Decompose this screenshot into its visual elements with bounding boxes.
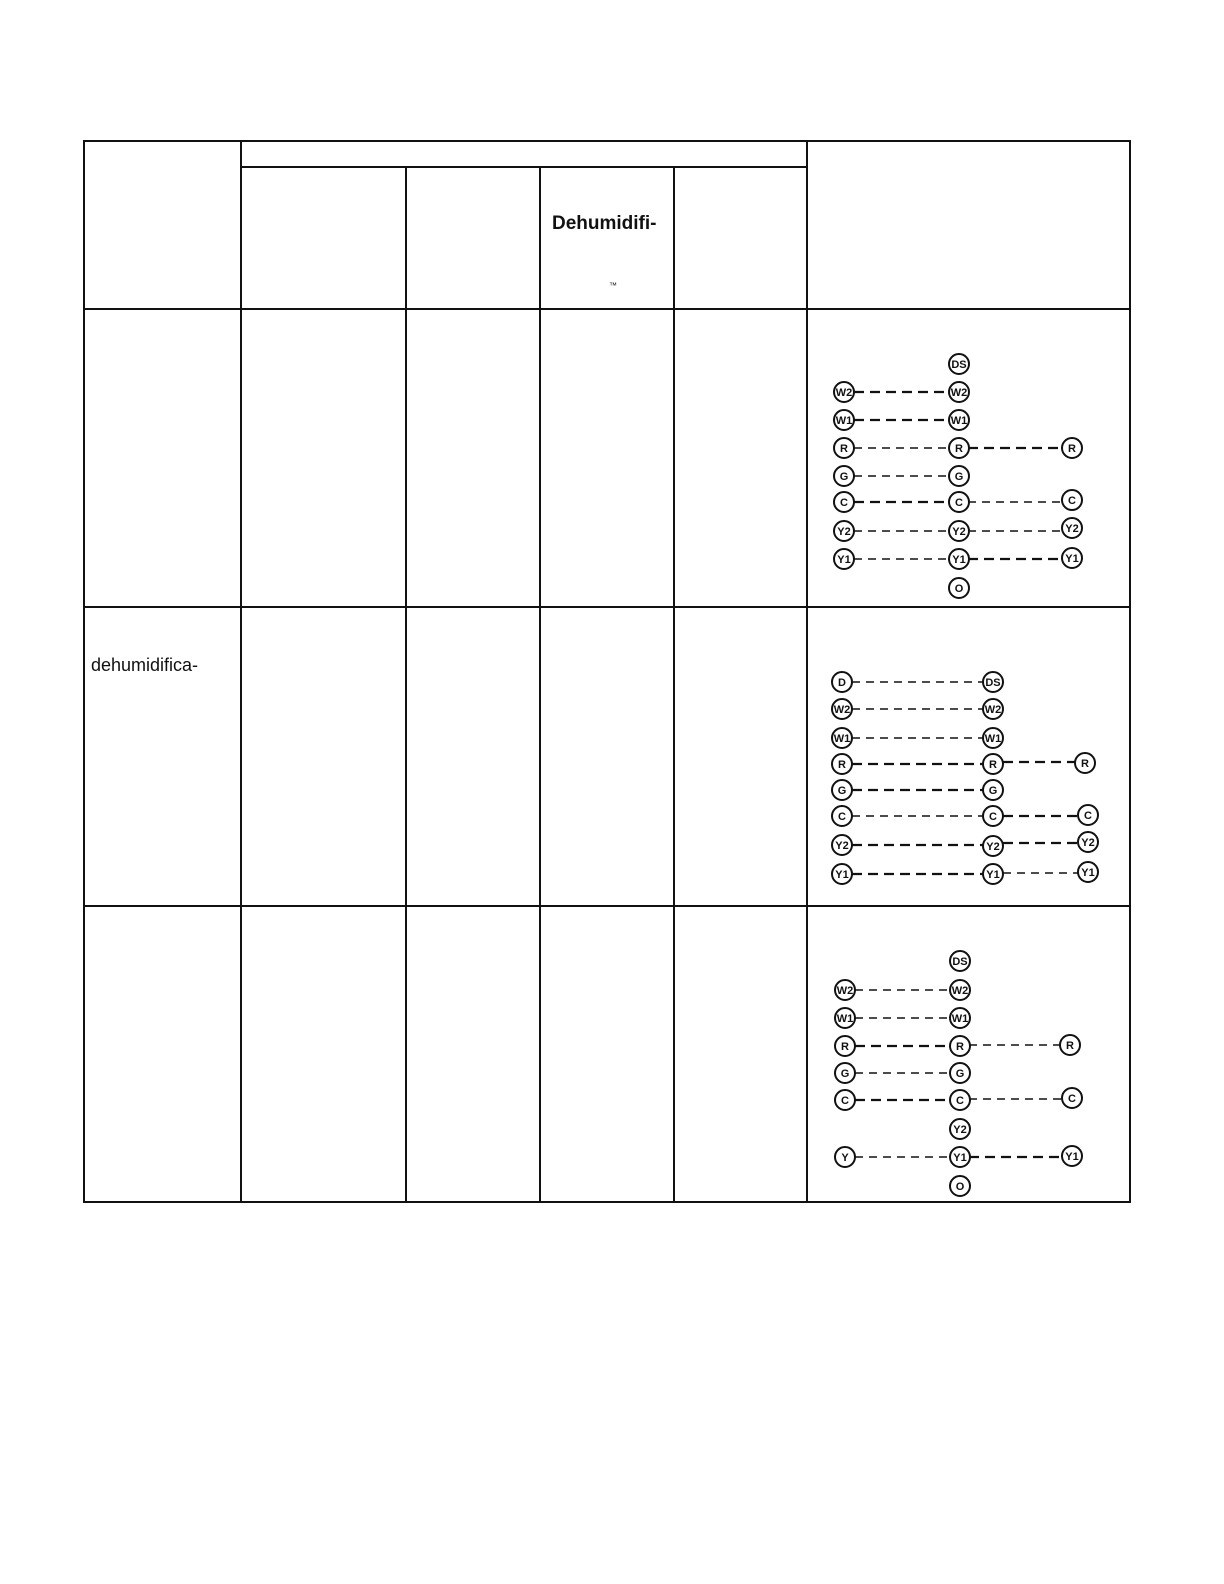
terminal-label: O xyxy=(954,583,964,595)
terminal-label: W2 xyxy=(835,387,853,399)
terminal-label: DS xyxy=(952,956,968,968)
terminal-label: W1 xyxy=(835,415,853,427)
terminal-label: W2 xyxy=(833,704,851,716)
terminal-label: Y2 xyxy=(1065,523,1079,535)
terminal-label: Y1 xyxy=(986,869,1000,881)
terminal-label: Y2 xyxy=(953,1124,967,1136)
terminal-label: C xyxy=(956,1095,964,1107)
terminal-label: C xyxy=(1068,495,1076,507)
terminal-label: Y1 xyxy=(835,869,849,881)
terminal-label: C xyxy=(1068,1093,1076,1105)
terminal-label: R xyxy=(841,1041,849,1053)
terminal-label: Y2 xyxy=(952,526,966,538)
terminal-label: R xyxy=(1068,443,1076,455)
terminal-label: G xyxy=(837,785,847,797)
terminal-label: W2 xyxy=(950,387,968,399)
terminal-label: Y xyxy=(841,1152,849,1164)
row-2-label: dehumidifica- xyxy=(91,655,199,675)
terminal-label: W2 xyxy=(836,985,854,997)
terminal-label: Y1 xyxy=(953,1152,967,1164)
terminal-label: W1 xyxy=(950,415,968,427)
terminal-label: W1 xyxy=(833,733,851,745)
terminal-label: W1 xyxy=(951,1013,969,1025)
terminal-label: DS xyxy=(951,359,967,371)
terminal-label: G xyxy=(954,471,964,483)
wiring-diagram-3 xyxy=(820,942,1120,1200)
terminal-label: W1 xyxy=(984,733,1002,745)
terminal-label: O xyxy=(955,1181,965,1193)
terminal-label: W2 xyxy=(984,704,1002,716)
header-dehumidification-label: Dehumidifi- xyxy=(552,213,657,234)
terminal-label: C xyxy=(989,811,997,823)
terminal-label: Y2 xyxy=(837,526,851,538)
terminal-label: C xyxy=(838,811,846,823)
terminal-label: C xyxy=(840,497,848,509)
terminal-label: C xyxy=(841,1095,849,1107)
terminal-label: C xyxy=(1084,810,1092,822)
terminal-label: R xyxy=(1066,1040,1074,1052)
wiring-diagram-2 xyxy=(820,665,1120,895)
terminal-label: W2 xyxy=(951,985,969,997)
terminal-label: C xyxy=(955,497,963,509)
terminal-label: R xyxy=(1081,758,1089,770)
terminal-label: R xyxy=(838,759,846,771)
trademark-symbol: ™ xyxy=(609,281,617,290)
terminal-label: R xyxy=(956,1041,964,1053)
terminal-label: Y1 xyxy=(1065,1151,1079,1163)
wiring-diagram-1 xyxy=(820,345,1120,605)
terminal-label: D xyxy=(838,677,846,689)
terminal-label: Y1 xyxy=(1065,553,1079,565)
terminal-label: Y1 xyxy=(837,554,851,566)
terminal-label: G xyxy=(988,785,998,797)
terminal-label: R xyxy=(840,443,848,455)
terminal-label: W1 xyxy=(836,1013,854,1025)
terminal-label: Y1 xyxy=(952,554,966,566)
terminal-label: Y2 xyxy=(1081,837,1095,849)
terminal-label: R xyxy=(989,759,997,771)
terminal-label: G xyxy=(840,1068,850,1080)
terminal-label: DS xyxy=(985,677,1001,689)
terminal-label: G xyxy=(955,1068,965,1080)
terminal-label: Y1 xyxy=(1081,867,1095,879)
terminal-label: R xyxy=(955,443,963,455)
terminal-label: Y2 xyxy=(835,840,849,852)
terminal-label: Y2 xyxy=(986,841,1000,853)
terminal-label: G xyxy=(839,471,849,483)
